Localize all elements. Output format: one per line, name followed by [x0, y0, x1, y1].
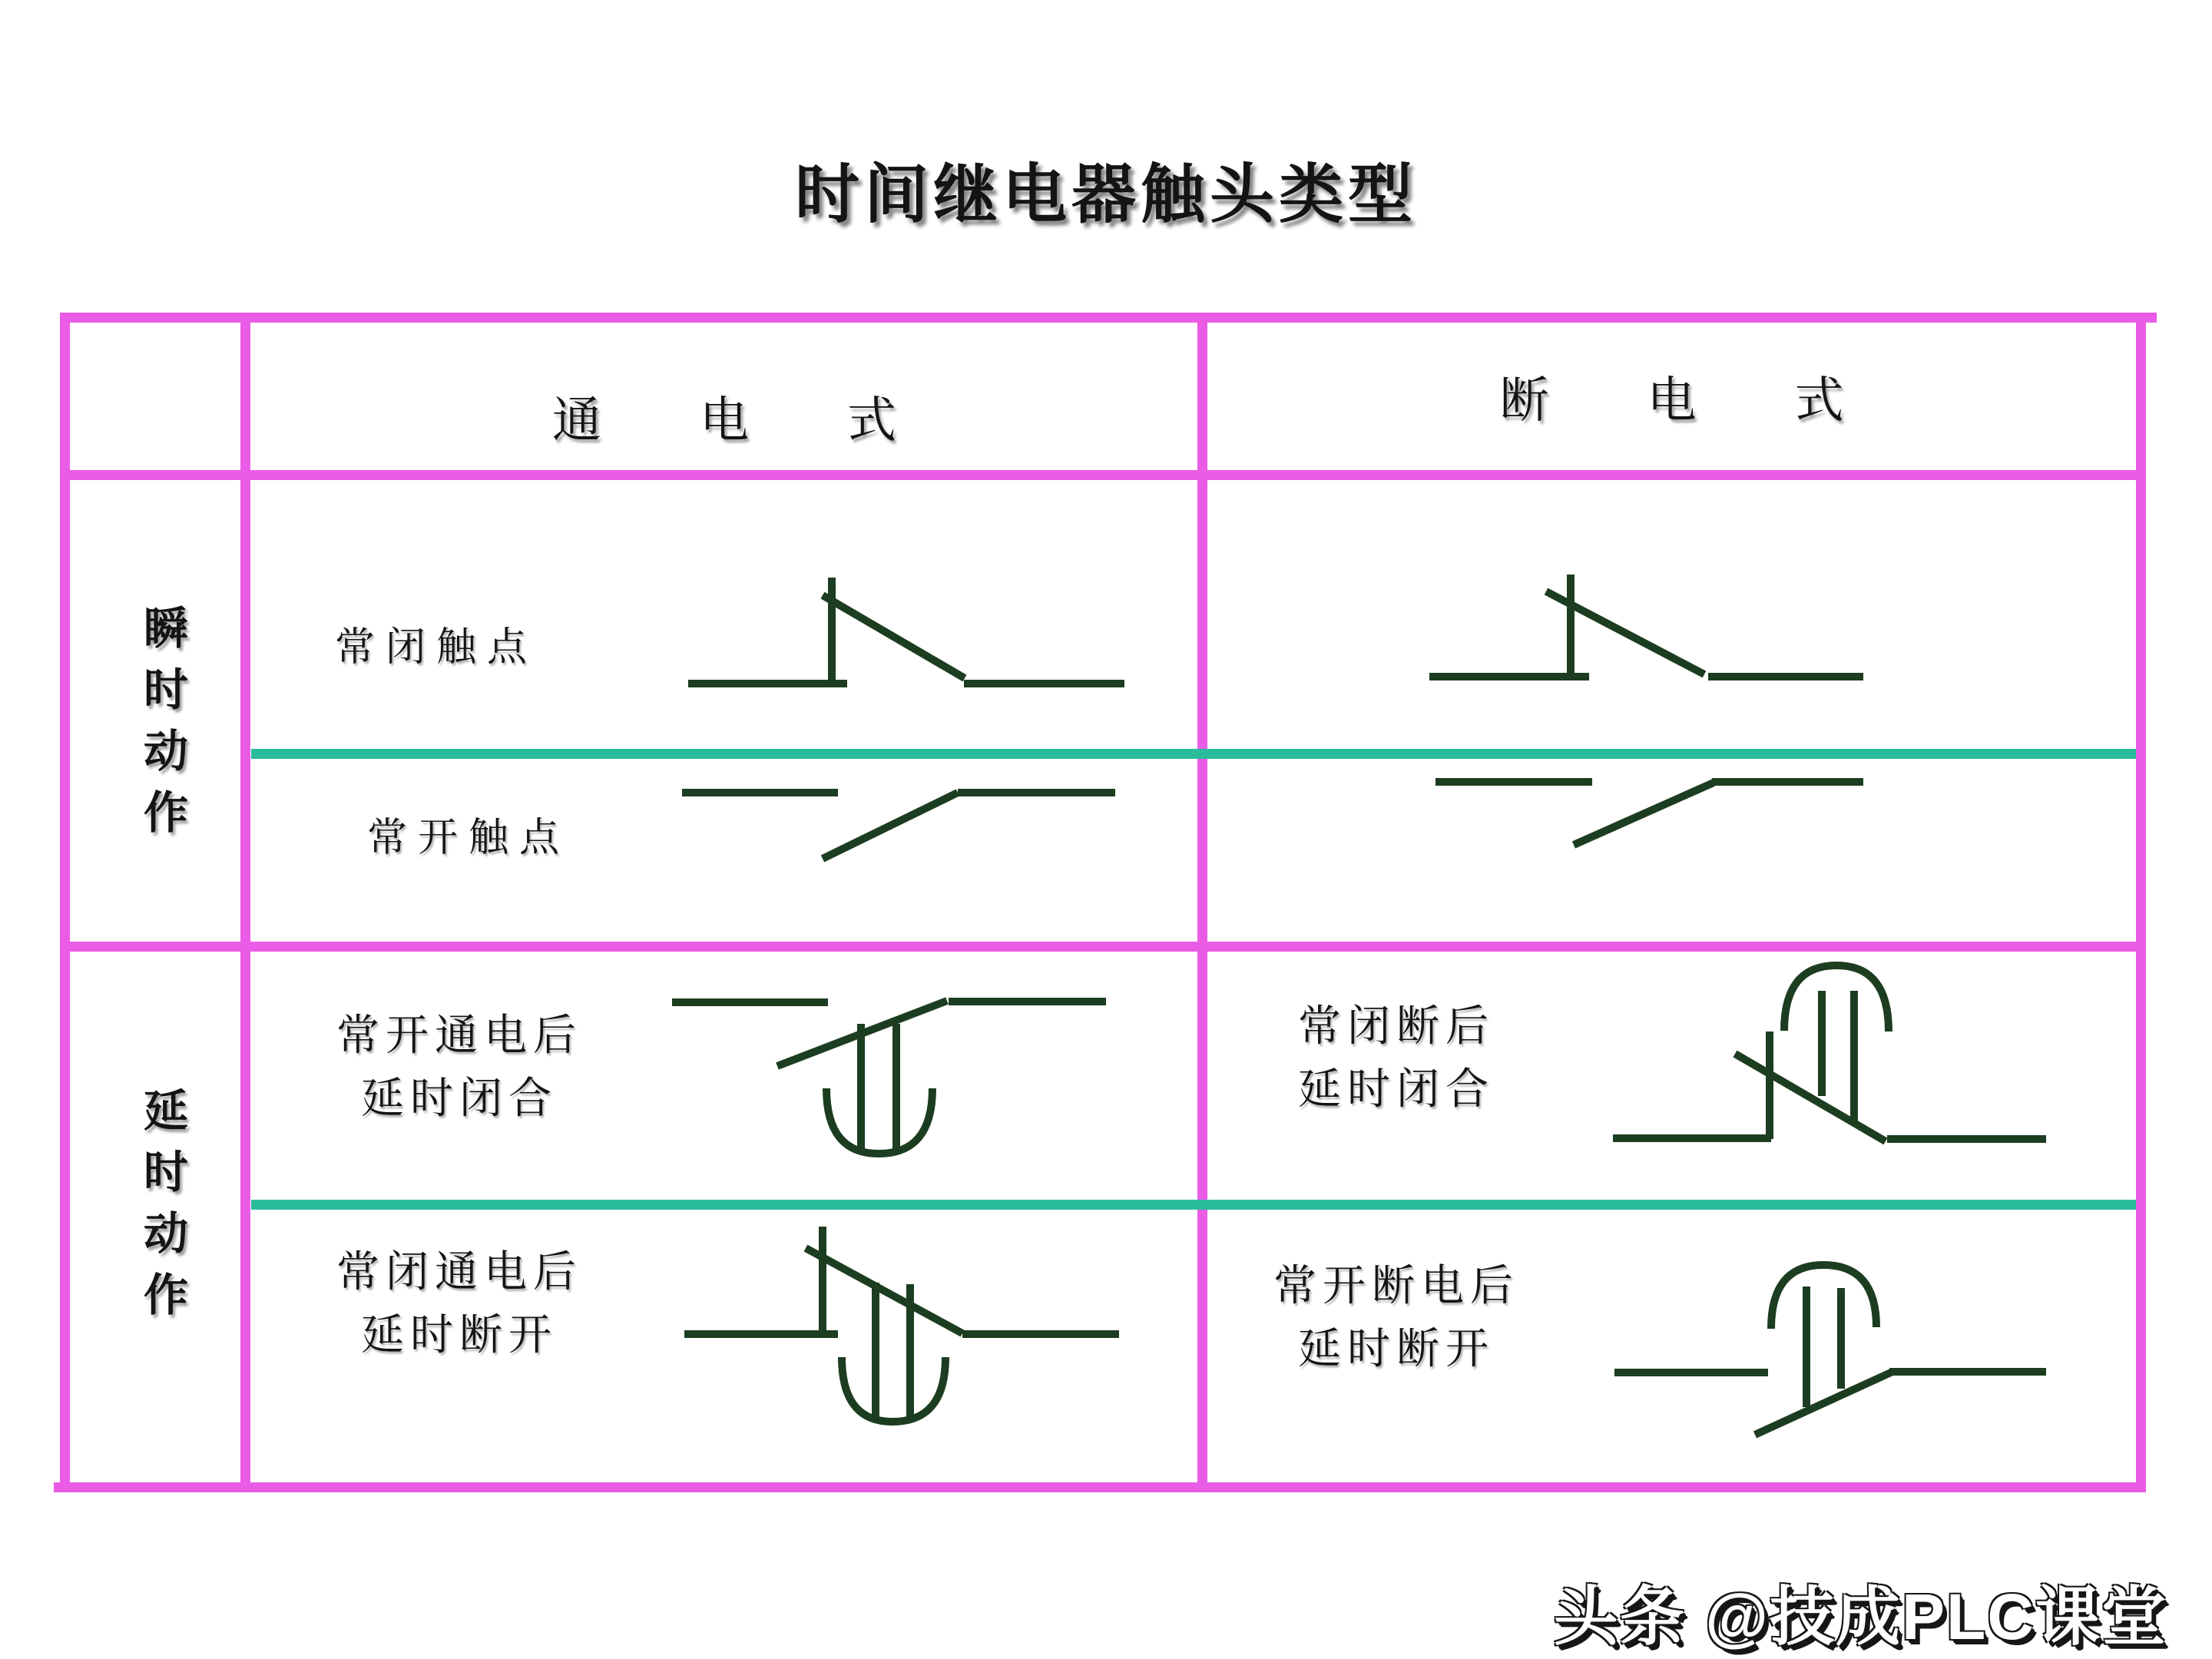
watermark-text: 头条 @技成PLC课堂 — [1553, 1581, 2167, 1653]
table-divider-center-column — [1197, 313, 1207, 1492]
table-border-top — [60, 313, 2157, 323]
teal-divider-delay-rows — [251, 1200, 2136, 1210]
page-title: 时间继电器触头类型 — [794, 160, 1417, 231]
cell-label-line: 延时闭合 — [361, 1075, 558, 1123]
instant-nc-contact-symbol — [684, 570, 1129, 693]
column-header-deenergized: 断电式 — [1499, 373, 1942, 428]
on-delay-opening-contact-symbol — [680, 1221, 1121, 1430]
instant-no-contact-symbol — [1432, 774, 1866, 851]
instant-nc-contact-symbol — [1425, 568, 1866, 684]
table-divider-header-row — [60, 470, 2146, 480]
off-delay-closing-contact-symbol — [1609, 960, 2051, 1148]
cell-label-line: 延时断开 — [1298, 1326, 1495, 1373]
table-border-right — [2136, 313, 2146, 1492]
cell-label-on-delay-nc — [321, 1241, 598, 1367]
cell-label-line: 常闭通电后 — [336, 1249, 582, 1296]
cell-label-line: 常闭断后 — [1298, 1003, 1495, 1051]
cell-label-instant-no: 常开触点 — [367, 816, 571, 860]
teal-divider-instant-rows — [251, 749, 2136, 759]
cell-label-line: 常开通电后 — [336, 1012, 582, 1060]
table-border-left — [60, 313, 70, 1492]
cell-label-line: 延时断开 — [361, 1312, 558, 1359]
column-header-energized: 通电式 — [552, 393, 995, 448]
cell-label-off-delay-nc — [1258, 995, 1535, 1121]
off-delay-opening-contact-symbol — [1609, 1260, 2051, 1452]
row-group-label-delayed: 延时动作 — [137, 1087, 187, 1333]
row-group-label-instantaneous: 瞬时动作 — [137, 604, 187, 850]
instant-no-contact-symbol — [680, 785, 1118, 866]
cell-label-instant-nc: 常闭触点 — [335, 626, 538, 670]
table-border-bottom — [54, 1482, 2146, 1492]
cell-label-off-delay-no — [1258, 1255, 1535, 1381]
cell-label-line: 延时闭合 — [1298, 1066, 1495, 1114]
on-delay-closing-contact-symbol — [668, 995, 1110, 1198]
table-divider-rowlabel-column — [240, 313, 250, 1492]
cell-label-on-delay-no — [321, 1005, 598, 1131]
table-divider-section-row — [60, 942, 2146, 952]
cell-label-line: 常开断电后 — [1273, 1263, 1519, 1310]
